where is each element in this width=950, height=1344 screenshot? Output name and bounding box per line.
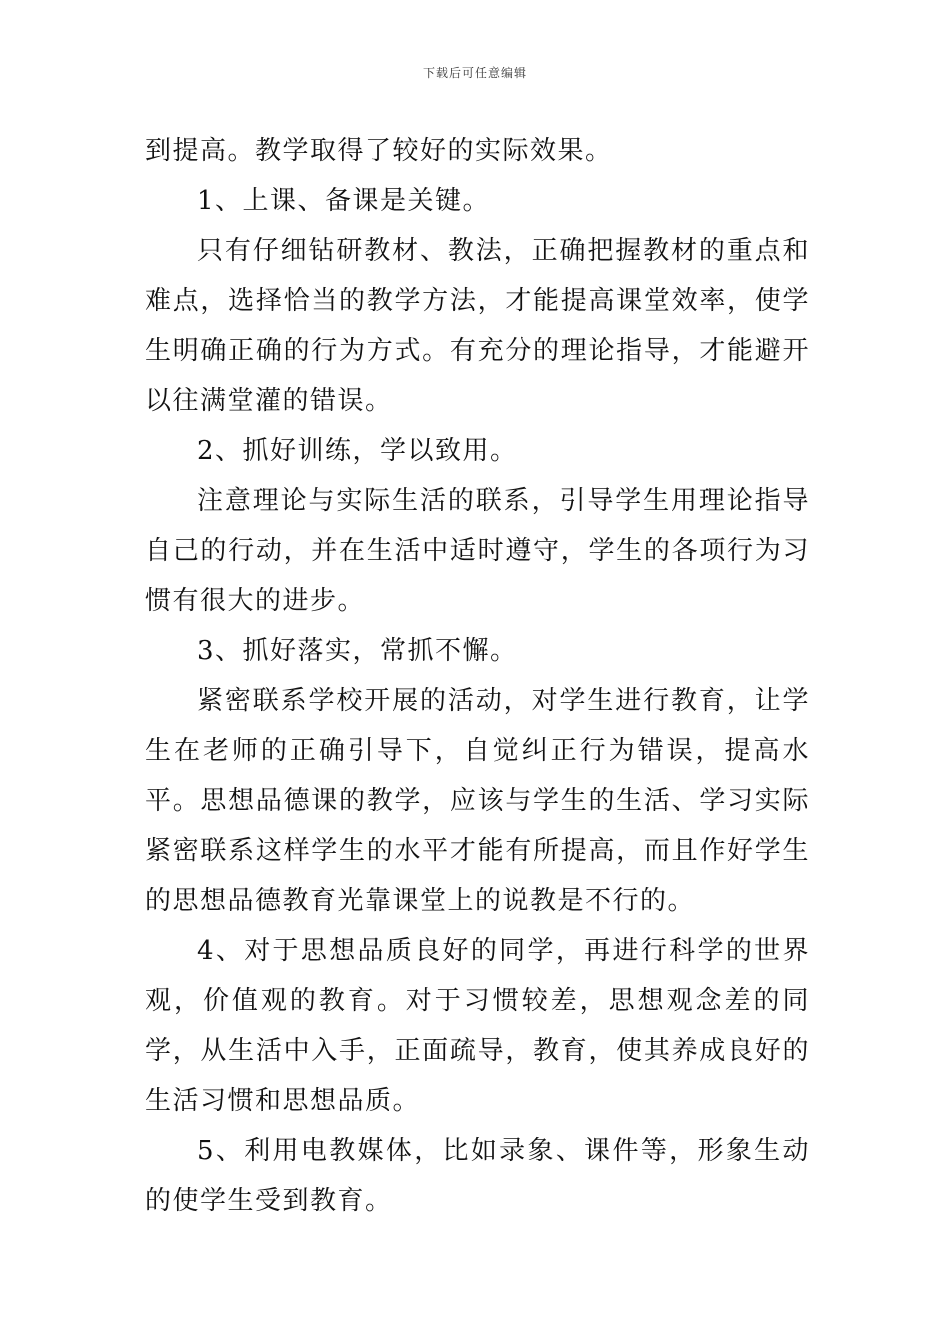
paragraph-item-3: 紧密联系学校开展的活动，对学生进行教育，让学生在老师的正确引导下，自觉纠正行为错误，提高水平。思想品德课的教学，应该与学生的生活、学习实际紧密联系这样学生的水平才能有所提高，而且作好学生的思想品德教育光靠课堂上的说教是不行的。: [145, 686, 810, 916]
heading-item-1: 1、上课、备课是关键。: [197, 186, 491, 216]
header-note: 下载后可任意编辑: [422, 66, 527, 80]
paragraph-continuation: 到提高。教学取得了较好的实际效果。: [145, 136, 613, 166]
document-body: [145, 126, 810, 1226]
paragraph-item-4: 4、对于思想品质良好的同学，再进行科学的世界观，价值观的教育。对于习惯较差，思想观念差的同学，从生活中入手，正面疏导，教育，使其养成良好的生活习惯和思想品质。: [145, 936, 810, 1116]
paragraph-item-2: 注意理论与实际生活的联系，引导学生用理论指导自己的行动，并在生活中适时遵守，学生的各项行为习惯有很大的进步。: [145, 486, 810, 616]
paragraph-item-1: 只有仔细钻研教材、教法，正确把握教材的重点和难点，选择恰当的教学方法，才能提高课堂效率，使学生明确正确的行为方式。有充分的理论指导，才能避开以往满堂灌的错误。: [145, 236, 810, 416]
heading-item-2: 2、抓好训练，学以致用。: [197, 436, 518, 466]
heading-item-3: 3、抓好落实，常抓不懈。: [197, 636, 518, 666]
paragraph-item-5: 5、利用电教媒体，比如录象、课件等，形象生动的使学生受到教育。: [145, 1136, 810, 1216]
